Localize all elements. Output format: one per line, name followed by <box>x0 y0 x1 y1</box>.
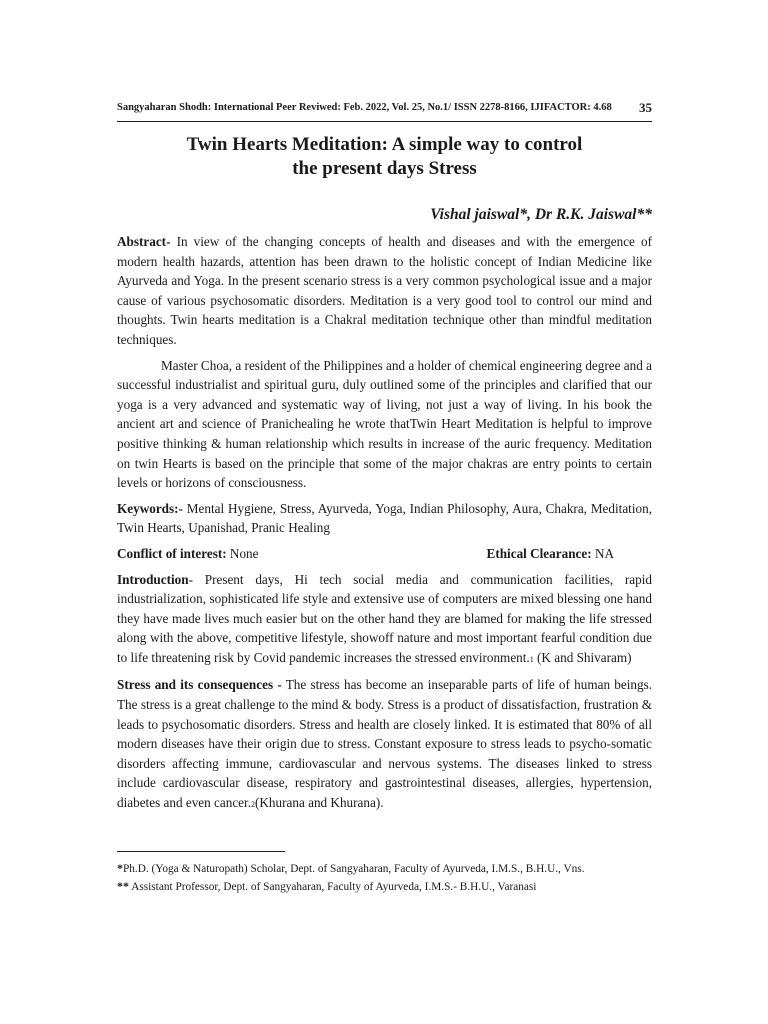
article-title <box>117 133 652 181</box>
stress-citation: (Khurana and Khurana). <box>255 795 384 811</box>
introduction-label: Introduction <box>117 571 189 587</box>
keywords-label: Keywords:- <box>117 500 183 516</box>
reference-marker: 1 <box>529 654 534 664</box>
ethical-value: NA <box>591 545 614 561</box>
title-line-2: the present days Stress <box>292 158 477 179</box>
header-divider <box>117 121 652 122</box>
introduction-citation: (K and Shivaram) <box>533 649 632 665</box>
conflict-of-interest <box>117 544 259 564</box>
stress-paragraph <box>117 675 652 814</box>
footnote-2-text: Assistant Professor, Dept. of Sangyaharan, Faculty of Ayurveda, I.M.S.- B.H.U., Varanasi <box>129 881 537 893</box>
footnote-divider <box>117 851 285 852</box>
reference-marker: 2 <box>251 800 255 810</box>
introduction-text: - Present days, Hi tech social media and communication facilities, rapid industrialization, sophisticated life style and extensive use of computers are mixed blessing one hand they have made lives much easier but on the other hand they are blamed for making the life stressed along with the above, competitive lifestyle, showoff nature and most important fearful condition due to life threatening risk by Covid pandemic increases the stressed environment. <box>117 571 652 665</box>
declarations-row <box>117 544 652 564</box>
ethical-clearance <box>487 544 614 564</box>
journal-citation: Sangyaharan Shodh: International Peer Reviwed: Feb. 2022, Vol. 25, No.1/ ISSN 2278-8166, IJIFACTOR: 4.68 <box>117 102 612 113</box>
stress-text: The stress has become an inseparable parts of life of human beings. The stress is a great challenge to the mind & body. Stress is a product of dissatisfaction, frustration & leads to psychosomatic disorders. Stress and health are closely linked. It is estimated that 80% of all modern diseases have their origin due to stress. Constant exposure to stress leads to psycho-somatic disorders affecting immune, cardiovascular and nervous systems. The diseases linked to stress include cardiovascular disease, respiratory and gastrointestinal diseases, allergies, hypertension, diabetes and even cancer. <box>117 677 652 811</box>
title-line-1: Twin Hearts Meditation: A simple way to control <box>186 134 583 155</box>
footnote-2-marker: ** <box>117 879 129 893</box>
abstract-text: In view of the changing concepts of health and diseases and with the emergence of modern health hazards, attention has been drawn to the holistic concept of Indian Medicine like Ayurveda and Yoga. In the present scenario stress is a very common psychological issue and a major cause of various psychosomatic disorders. Meditation is a very good tool to control our mind and thoughts. Twin hearts meditation is a Chakral meditation technique other than mindful meditation techniques. <box>117 234 652 347</box>
ethical-label: Ethical Clearance: <box>486 545 592 561</box>
stress-label: Stress and its consequences - <box>117 677 282 693</box>
footnotes <box>117 860 652 896</box>
article-body <box>117 232 652 821</box>
running-header <box>117 102 652 113</box>
footnote-1-text: Ph.D. (Yoga & Naturopath) Scholar, Dept. of Sangyaharan, Faculty of Ayurveda, I.M.S., B.H.U., Vns. <box>123 863 585 875</box>
keywords-text: Mental Hygiene, Stress, Ayurveda, Yoga, Indian Philosophy, Aura, Chakra, Meditation, Twin Hearts, Upanishad, Pranic Healing <box>117 500 652 536</box>
author-line: Vishal jaiswal*, Dr R.K. Jaiswal** <box>430 206 652 223</box>
footnote-2 <box>117 878 652 896</box>
abstract-paragraph <box>117 232 652 350</box>
footnote-1-marker: * <box>117 861 123 875</box>
keywords-paragraph <box>117 499 652 538</box>
abstract-paragraph-2: Master Choa, a resident of the Philippines and a holder of chemical engineering degree and a successful industrialist and spiritual guru, duly outlined some of the principles and clarified that our yoga is a very advanced and systematic way of living, not just a way of living. In his book the ancient art and science of Pranichealing he wrote thatTwin Heart Meditation is helpful to improve positive thinking & human relationship which results in increase of the auric frequency. Meditation on twin Hearts is based on the principle that some of the major chakras are entry points to certain levels or horizons of consciousness. <box>117 357 652 491</box>
conflict-label: Conflict of interest: <box>117 545 227 561</box>
footnote-1 <box>117 860 652 878</box>
conflict-value: None <box>226 545 259 561</box>
introduction-paragraph <box>117 570 652 670</box>
abstract-label: Abstract- <box>117 234 171 249</box>
page-number: 35 <box>639 100 652 115</box>
